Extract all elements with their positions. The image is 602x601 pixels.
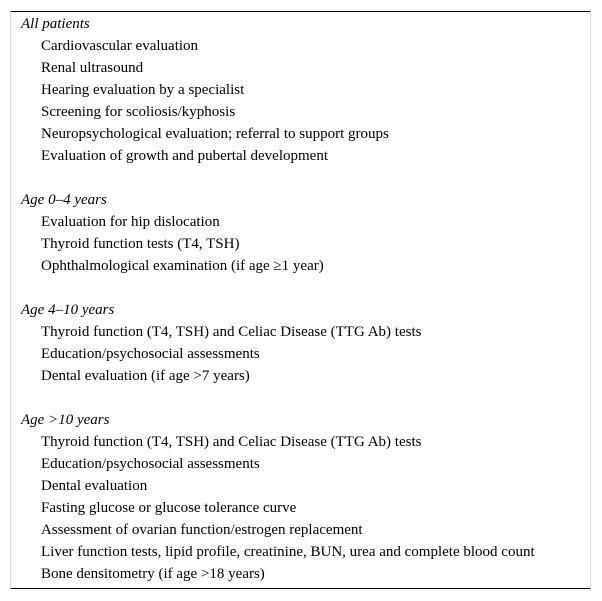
group-heading: Age 4–10 years [21,302,115,318]
list-item: Liver function tests, lipid profile, creatinine, BUN, urea and complete blood count [41,544,535,560]
list-item: Fasting glucose or glucose tolerance curve [41,500,297,516]
group-heading: All patients [21,16,90,32]
list-item: Ophthalmological examination (if age ≥1 year) [41,258,324,274]
list-item: Hearing evaluation by a specialist [41,82,245,98]
list-item: Dental evaluation (if age >7 years) [41,368,250,384]
list-item: Thyroid function tests (T4, TSH) [41,236,240,252]
list-item: Evaluation for hip dislocation [41,214,220,230]
list-item: Assessment of ovarian function/estrogen replacement [41,522,363,538]
group-age-0-4 [21,189,590,277]
list-item: Cardiovascular evaluation [41,38,199,54]
list-item: Dental evaluation [41,478,148,494]
list-item: Renal ultrasound [41,60,144,76]
group-age-over-10 [21,409,590,585]
list-item: Education/psychosocial assessments [41,456,260,472]
table-content [21,13,590,585]
list-item: Thyroid function (T4, TSH) and Celiac Disease (TTG Ab) tests [41,434,422,450]
group-all-patients [21,13,590,167]
group-age-4-10 [21,299,590,387]
list-item: Evaluation of growth and pubertal development [41,148,328,164]
screening-table [10,11,591,589]
list-item: Bone densitometry (if age >18 years) [41,566,265,582]
list-item: Screening for scoliosis/kyphosis [41,104,236,120]
list-item: Thyroid function (T4, TSH) and Celiac Disease (TTG Ab) tests [41,324,422,340]
list-item: Neuropsychological evaluation; referral to support groups [41,126,389,142]
group-heading: Age 0–4 years [21,192,107,208]
list-item: Education/psychosocial assessments [41,346,260,362]
group-heading: Age >10 years [21,412,110,428]
